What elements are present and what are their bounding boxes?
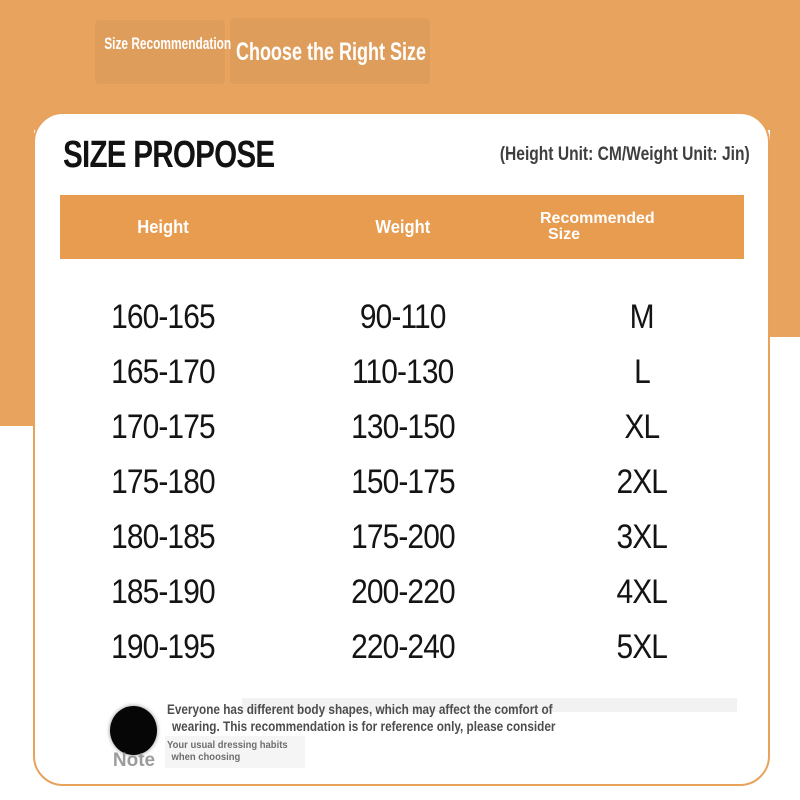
height-cell: 170-175 <box>110 408 215 446</box>
size-cell: 4XL <box>616 573 668 611</box>
size-cell: XL <box>624 408 660 446</box>
banner-size-recommendation-label: Size Recommendation <box>104 34 232 53</box>
table-header-weight: Weight <box>375 216 430 237</box>
table-header-row <box>60 195 744 259</box>
table-row <box>60 400 744 455</box>
size-cell: M <box>629 298 655 336</box>
note-line-1: Everyone has different body shapes, which may affect the comfort of <box>167 701 553 717</box>
orange-background-right-strip <box>770 0 800 337</box>
height-cell: 165-170 <box>110 353 215 391</box>
size-cell: 3XL <box>616 518 668 556</box>
height-cell: 175-180 <box>110 463 215 501</box>
size-chart-card <box>33 112 770 786</box>
note-text-block <box>167 701 629 763</box>
note-circle-icon <box>110 706 157 755</box>
note-line-4: when choosing <box>171 751 241 763</box>
height-cell: 190-195 <box>110 628 215 666</box>
table-header-recommended-size: Recommended Size <box>540 210 655 243</box>
table-row <box>60 345 744 400</box>
table-row <box>60 510 744 565</box>
weight-cell: 150-175 <box>350 463 455 501</box>
size-cell: 5XL <box>616 628 668 666</box>
orange-background-left-strip <box>0 0 34 426</box>
table-row <box>60 290 744 345</box>
table-body <box>60 290 744 675</box>
banner-choose-right-size-title: Choose the Right Size <box>235 38 427 66</box>
weight-cell: 90-110 <box>359 298 446 336</box>
note-badge-label: Note <box>112 750 156 771</box>
banner-title-wrap <box>181 38 481 67</box>
size-cell: 2XL <box>616 463 668 501</box>
note-line-2: wearing. This recommendation is for reference only, please consider <box>172 718 556 734</box>
weight-cell: 200-220 <box>350 573 455 611</box>
table-header-height: Height <box>136 216 189 237</box>
note-line-3: Your usual dressing habits <box>167 739 288 751</box>
card-title-size-propose: SIZE PROPOSE <box>63 134 275 176</box>
weight-cell: 175-200 <box>350 518 455 556</box>
weight-cell: 220-240 <box>350 628 455 666</box>
height-cell: 180-185 <box>110 518 215 556</box>
table-row <box>60 620 744 675</box>
table-row <box>60 565 744 620</box>
card-units-note: (Height Unit: CM/Weight Unit: Jin) <box>500 144 750 165</box>
size-cell: L <box>634 353 650 391</box>
height-cell: 185-190 <box>110 573 215 611</box>
height-cell: 160-165 <box>110 298 215 336</box>
weight-cell: 130-150 <box>350 408 455 446</box>
table-row <box>60 455 744 510</box>
weight-cell: 110-130 <box>351 353 454 391</box>
